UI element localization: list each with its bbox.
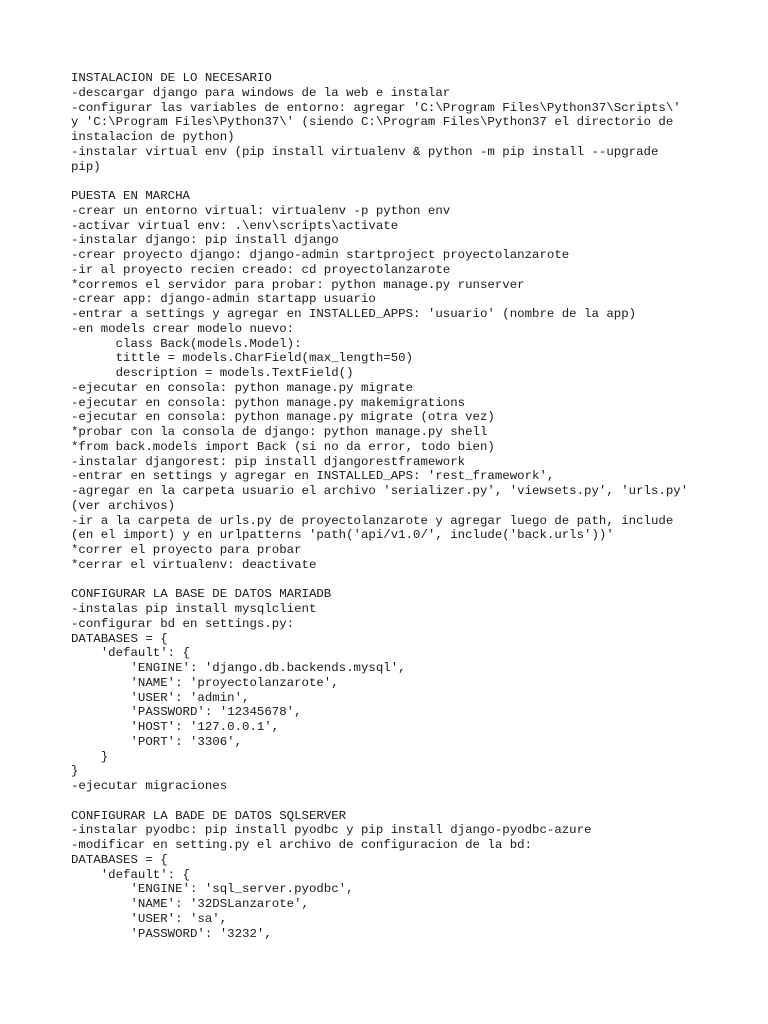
- text-line: description = models.TextField(): [71, 366, 354, 380]
- blank-line: [71, 573, 711, 588]
- text-line: DATABASES = {: [71, 631, 168, 646]
- text-line: -ir al proyecto recien creado: cd proyectolanzarote: [71, 262, 451, 277]
- text-line: 'PORT': '3306',: [71, 734, 243, 749]
- text-line: 'PASSWORD': '12345678',: [71, 705, 302, 720]
- text-line: 'NAME': '32DSLanzarote',: [71, 897, 309, 911]
- text-line: -en models crear modelo nuevo:: [71, 321, 295, 336]
- text-line: CONFIGURAR LA BASE DE DATOS MARIADB: [71, 587, 332, 602]
- text-line: tittle = models.CharField(max_length=50): [71, 351, 414, 366]
- text-line: -configurar las variables de entorno: agregar 'C:\Program Files\Python37\Scripts\': [71, 100, 681, 115]
- text-line: CONFIGURAR LA BADE DE DATOS SQLSERVER: [71, 808, 347, 823]
- text-line: }: [71, 764, 79, 779]
- text-line: -ejecutar en consola: python manage.py migrate (otra vez): [71, 410, 495, 425]
- text-line: -crear proyecto django: django-admin startproject proyectolanzarote: [71, 248, 570, 262]
- document-page: [71, 71, 711, 1011]
- text-line: -entrar en settings y agregar en INSTALLED_APS: 'rest_framework',: [71, 469, 555, 484]
- text-line: (en el import) y en urlpatterns 'path('api/v1.0/', include('back.urls'))': [71, 528, 614, 543]
- text-line: -descargar django para windows de la web e instalar: [71, 85, 451, 100]
- text-line: *cerrar el virtualenv: deactivate: [71, 557, 317, 572]
- blank-line: [71, 794, 711, 809]
- text-line: 'HOST': '127.0.0.1',: [71, 720, 280, 734]
- text-line: -agregar en la carpeta usuario el archivo 'serializer.py', 'viewsets.py', 'urls.py': [71, 484, 689, 498]
- text-line: -instalar pyodbc: pip install pyodbc y pip install django-pyodbc-azure: [71, 823, 592, 838]
- text-line: -ejecutar migraciones: [71, 779, 228, 793]
- text-line: -crear un entorno virtual: virtualenv -p python env: [71, 203, 451, 218]
- text-line: PUESTA EN MARCHA: [71, 189, 190, 203]
- text-line: *from back.models import Back (si no da error, todo bien): [71, 439, 495, 454]
- blank-line: [71, 174, 711, 189]
- text-line: -instalar virtual env (pip install virtualenv & python -m pip install --upgrade: [71, 144, 659, 159]
- text-line: 'NAME': 'proyectolanzarote',: [71, 675, 339, 690]
- text-line: 'ENGINE': 'django.db.backends.mysql',: [71, 661, 406, 675]
- text-line: }: [71, 749, 109, 764]
- text-line: *corremos el servidor para probar: python manage.py runserver: [71, 277, 525, 292]
- text-line: -entrar a settings y agregar en INSTALLED_APPS: 'usuario' (nombre de la app): [71, 307, 637, 321]
- text-line: 'default': {: [71, 646, 190, 661]
- text-line: DATABASES = {: [71, 852, 168, 867]
- text-line: 'PASSWORD': '3232',: [71, 926, 272, 941]
- text-line: *probar con la consola de django: python manage.py shell: [71, 425, 488, 439]
- text-line: -activar virtual env: .\env\scripts\activate: [71, 218, 399, 233]
- text-line: -instalas pip install mysqlclient: [71, 602, 317, 616]
- text-line: -configurar bd en settings.py:: [71, 616, 295, 631]
- text-line: instalacion de python): [71, 130, 235, 144]
- text-line: class Back(models.Model):: [71, 336, 302, 351]
- text-line: 'USER': 'sa',: [71, 911, 228, 926]
- text-line: y 'C:\Program Files\Python37\' (siendo C:\Program Files\Python37 el directorio de: [71, 115, 674, 130]
- text-line: (ver archivos): [71, 498, 176, 513]
- text-line: pip): [71, 159, 101, 174]
- text-line: 'ENGINE': 'sql_server.pyodbc',: [71, 882, 354, 897]
- text-line: *correr el proyecto para probar: [71, 543, 302, 557]
- text-line: INSTALACION DE LO NECESARIO: [71, 71, 272, 85]
- text-line: 'USER': 'admin',: [71, 690, 250, 705]
- text-line: -ejecutar en consola: python manage.py migrate: [71, 380, 414, 395]
- text-line: -modificar en setting.py el archivo de configuracion de la bd:: [71, 838, 533, 852]
- text-line: -instalar django: pip install django: [71, 233, 339, 248]
- text-line: -crear app: django-admin startapp usuario: [71, 292, 376, 307]
- text-line: -instalar djangorest: pip install djangorestframework: [71, 454, 466, 469]
- text-line: -ir a la carpeta de urls.py de proyectolanzarote y agregar luego de path, include: [71, 513, 674, 528]
- text-line: -ejecutar en consola: python manage.py makemigrations: [71, 395, 466, 410]
- text-line: 'default': {: [71, 867, 190, 882]
